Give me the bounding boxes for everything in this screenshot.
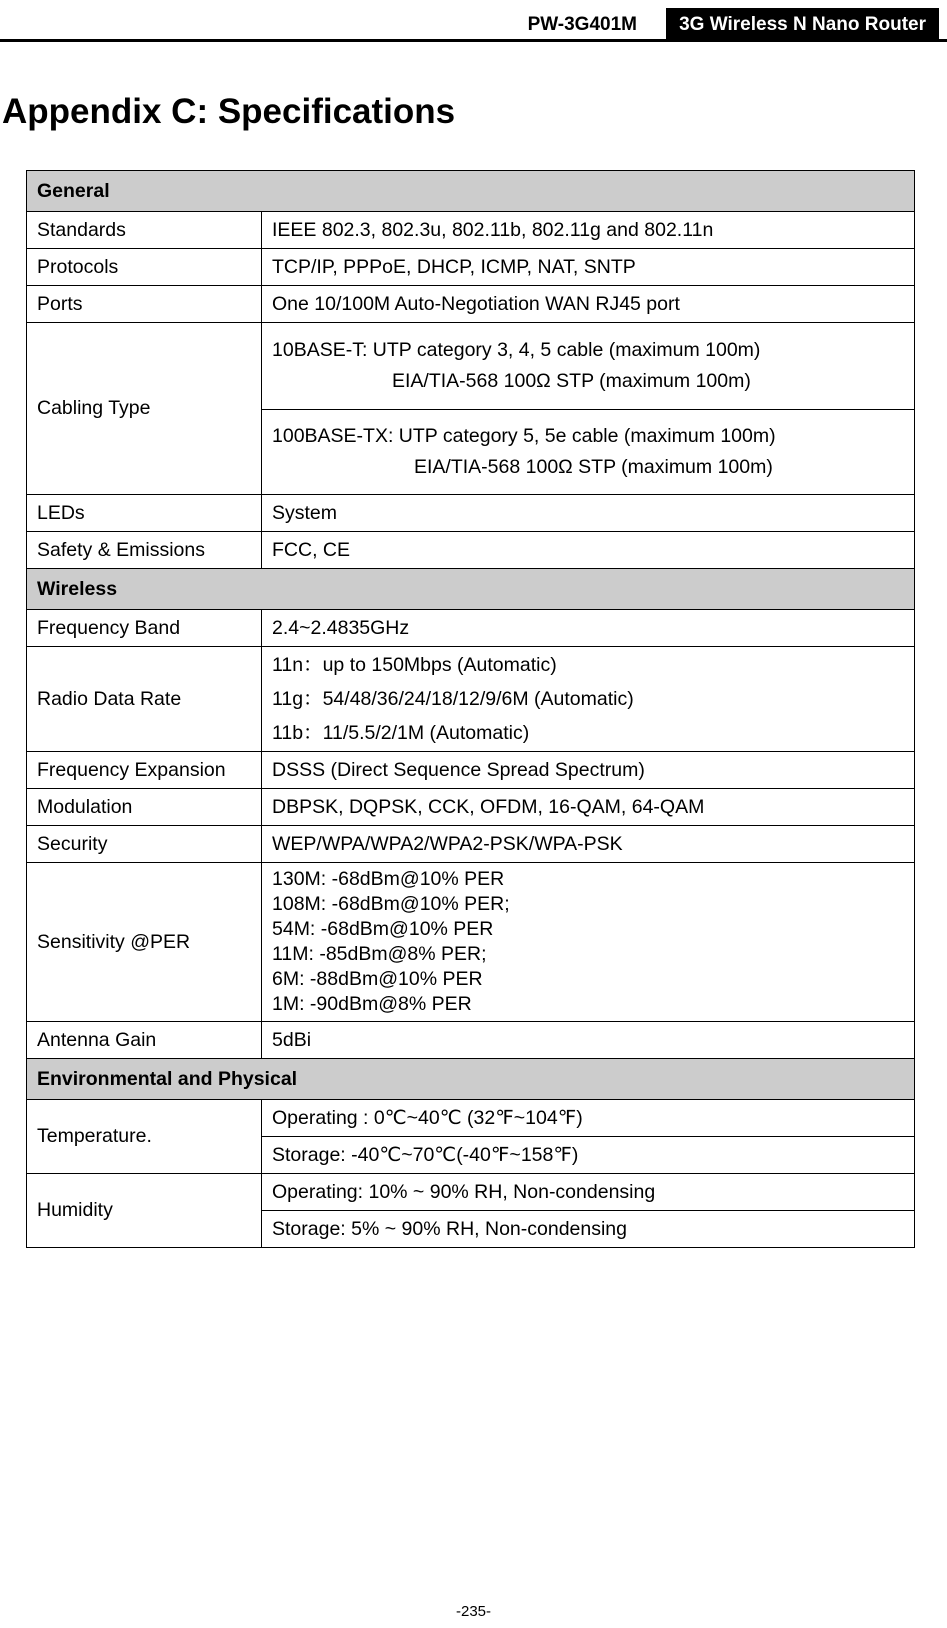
table-row: [27, 1022, 915, 1059]
spec-value: One 10/100M Auto-Negotiation WAN RJ45 port: [262, 286, 915, 323]
spec-value: WEP/WPA/WPA2/WPA2-PSK/WPA-PSK: [262, 826, 915, 863]
spec-label: Sensitivity @PER: [27, 863, 262, 1022]
spec-value: 2.4~2.4835GHz: [262, 610, 915, 647]
table-row: [27, 1174, 915, 1211]
table-row: [27, 610, 915, 647]
cabling-10base-stp-line: EIA/TIA-568 100Ω STP (maximum 100m): [392, 370, 751, 392]
spec-label: Frequency Band: [27, 610, 262, 647]
table-row: [27, 495, 915, 532]
spec-value: DBPSK, DQPSK, CCK, OFDM, 16-QAM, 64-QAM: [262, 789, 915, 826]
table-row: [27, 286, 915, 323]
section-wireless: [27, 569, 915, 610]
spec-value: TCP/IP, PPPoE, DHCP, ICMP, NAT, SNTP: [262, 249, 915, 286]
spec-value: Operating: 10% ~ 90% RH, Non-condensing: [262, 1174, 915, 1211]
table-row: [27, 826, 915, 863]
section-title: General: [27, 171, 915, 212]
sensitivity-line: 130M: -68dBm@10% PER: [272, 868, 505, 890]
page-number: -235-: [455, 1603, 492, 1620]
header-product-title: 3G Wireless N Nano Router: [666, 8, 939, 39]
table-row: [27, 532, 915, 569]
table-row: [27, 647, 915, 752]
cabling-100base-line: 100BASE-TX: UTP category 5, 5e cable (maximum 100m): [272, 425, 776, 447]
spec-value: Operating : 0℃~40℃ (32℉~104℉): [262, 1100, 915, 1137]
table-row: [27, 752, 915, 789]
section-general: [27, 171, 915, 212]
spec-value-cell: [262, 863, 915, 1022]
spec-label: Safety & Emissions: [27, 532, 262, 569]
rate-11b: 11b：11/5.5/2/1M (Automatic): [272, 722, 530, 744]
spec-label: Antenna Gain: [27, 1022, 262, 1059]
table-row: [27, 863, 915, 1022]
spec-label: Ports: [27, 286, 262, 323]
spec-label: Temperature.: [27, 1100, 262, 1174]
cabling-10base-line: 10BASE-T: UTP category 3, 4, 5 cable (maximum 100m): [272, 339, 761, 361]
rate-11n: 11n：up to 150Mbps (Automatic): [272, 654, 557, 676]
sensitivity-line: 1M: -90dBm@8% PER: [272, 993, 472, 1015]
spec-value: DSSS (Direct Sequence Spread Spectrum): [262, 752, 915, 789]
spec-value: Storage: 5% ~ 90% RH, Non-condensing: [262, 1211, 915, 1248]
spec-label: Cabling Type: [27, 323, 262, 495]
spec-value: Storage: -40℃~70℃(-40℉~158℉): [262, 1137, 915, 1174]
table-row: [27, 323, 915, 410]
spec-label: Radio Data Rate: [27, 647, 262, 752]
spec-value-cell: [262, 323, 915, 410]
rate-11g: 11g：54/48/36/24/18/12/9/6M (Automatic): [272, 688, 634, 710]
spec-value-cell: [262, 410, 915, 495]
spec-label: Frequency Expansion: [27, 752, 262, 789]
cabling-100base-stp-line: EIA/TIA-568 100Ω STP (maximum 100m): [414, 456, 773, 478]
spec-value: System: [262, 495, 915, 532]
header-model: PW-3G401M: [527, 14, 637, 35]
spec-value: 5dBi: [262, 1022, 915, 1059]
table-row: [27, 212, 915, 249]
section-title: Wireless: [27, 569, 915, 610]
spec-label: Standards: [27, 212, 262, 249]
section-title: Environmental and Physical: [27, 1059, 915, 1100]
table-row: [27, 1100, 915, 1137]
spec-label: Humidity: [27, 1174, 262, 1248]
spec-value: FCC, CE: [262, 532, 915, 569]
spec-label: Protocols: [27, 249, 262, 286]
spec-label: LEDs: [27, 495, 262, 532]
header-rule: [0, 39, 947, 42]
sensitivity-line: 6M: -88dBm@10% PER: [272, 968, 483, 990]
spec-label: Modulation: [27, 789, 262, 826]
sensitivity-line: 108M: -68dBm@10% PER;: [272, 893, 510, 915]
table-row: [27, 249, 915, 286]
spec-table: [26, 170, 915, 1248]
spec-value-cell: [262, 647, 915, 752]
page-title: Appendix C: Specifications: [2, 92, 456, 131]
sensitivity-line: 11M: -85dBm@8% PER;: [272, 943, 487, 965]
sensitivity-line: 54M: -68dBm@10% PER: [272, 918, 494, 940]
table-row: [27, 789, 915, 826]
spec-value: IEEE 802.3, 802.3u, 802.11b, 802.11g and 802.11n: [262, 212, 915, 249]
spec-label: Security: [27, 826, 262, 863]
page-header: [0, 8, 947, 42]
section-environmental: [27, 1059, 915, 1100]
